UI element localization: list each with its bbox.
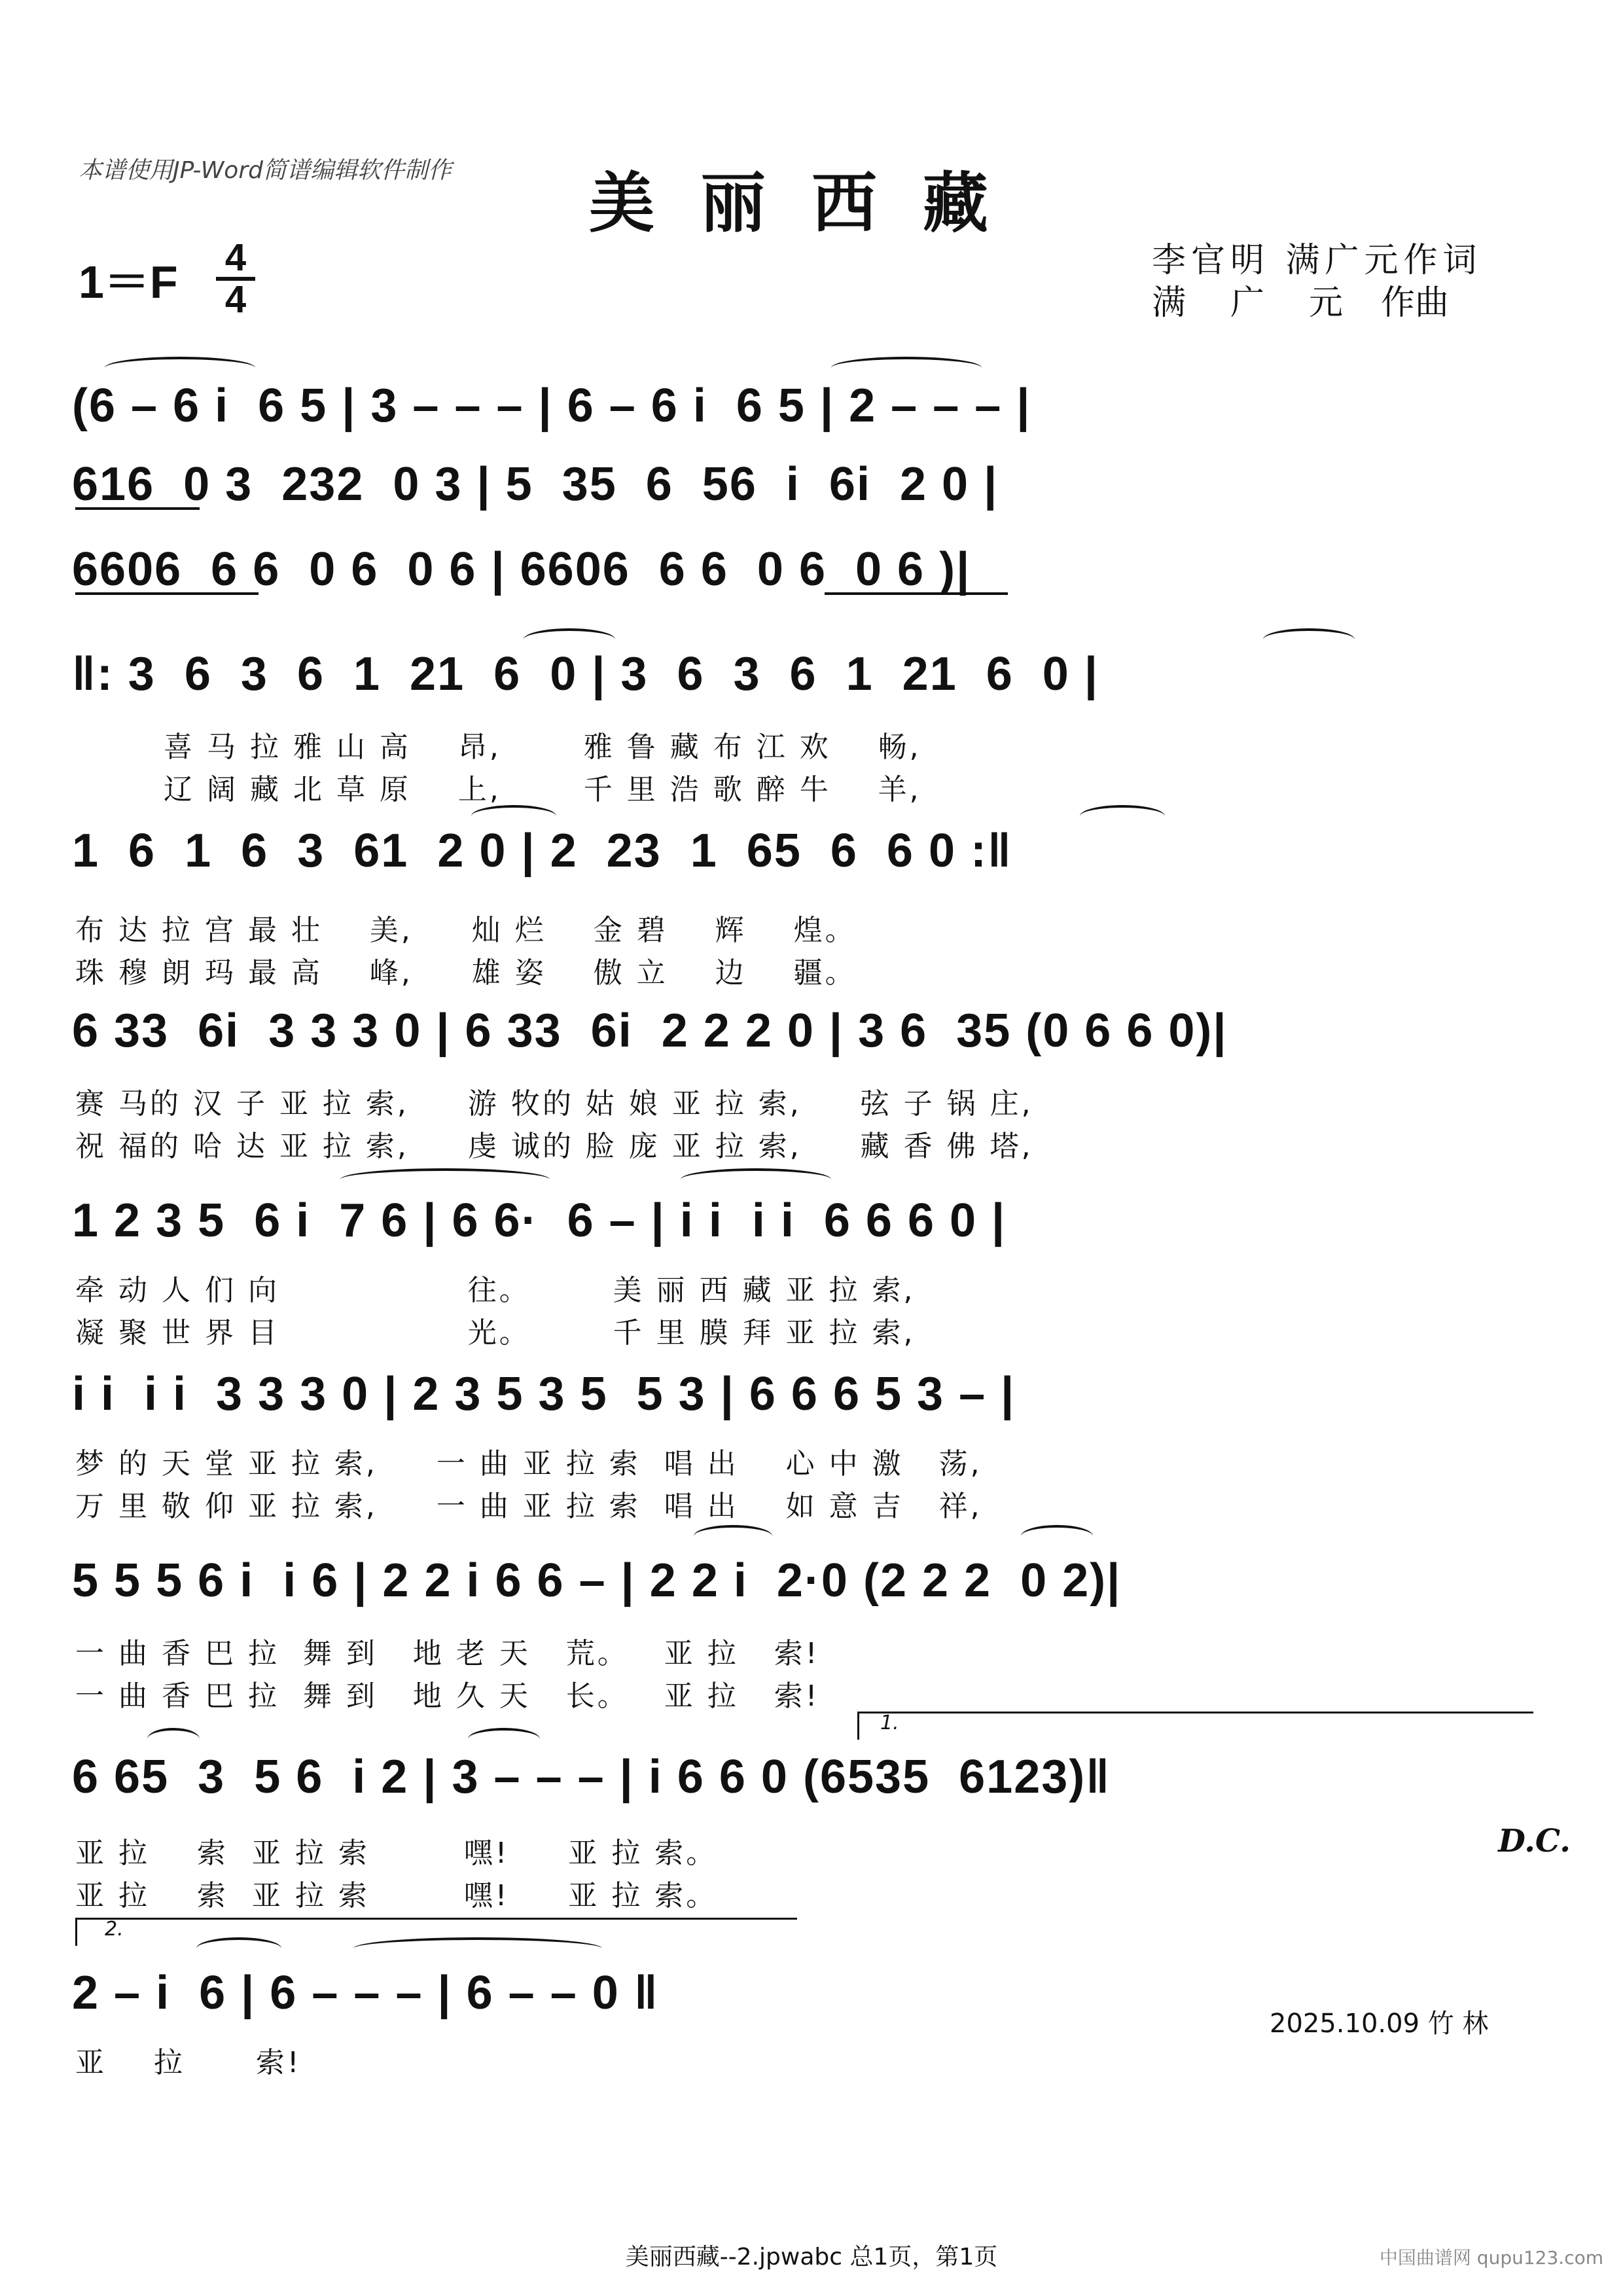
slur	[105, 357, 255, 379]
notation-row-5: 1 6 1 6 3 61 2 0 | 2 23 1 65 6 6 0 :‖	[72, 825, 1012, 877]
composer-char: 作曲	[1381, 283, 1450, 323]
composer-char: 元	[1309, 283, 1344, 323]
lyric-line-1: 布 达 拉 宫 最 壮 美, 灿 烂 金 碧 辉 煌。	[75, 914, 857, 947]
slur	[1021, 1525, 1093, 1547]
lyricist-credit: 李官明 满广元作词	[1152, 241, 1482, 280]
notation-row-10: 6 65 3 5 6 i 2 | 3 – – – | i 6 6 0 (6535 6123)‖	[72, 1751, 1111, 1803]
software-credit: 本谱使用JP-Word简谱编辑软件制作	[79, 157, 452, 184]
slur	[831, 357, 982, 379]
time-signature	[216, 236, 255, 321]
lyric-line-2: 辽 阔 藏 北 草 原 上, 千 里 浩 歌 醉 牛 羊,	[164, 773, 921, 806]
slur	[196, 1937, 281, 1960]
key-signature: 1＝F	[79, 257, 178, 308]
lyric-line-2: 万 里 敬 仰 亚 拉 索, 一 曲 亚 拉 索 唱 出 如 意 吉 祥,	[75, 1490, 982, 1523]
lyric-line-2: 祝 福的 哈 达 亚 拉 索, 虔 诚的 脸 庞 亚 拉 索, 藏 香 佛 塔,	[75, 1130, 1033, 1163]
slur	[1080, 805, 1165, 827]
volta-1-bracket	[857, 1712, 1533, 1740]
slur	[524, 628, 615, 651]
volta-1-label: 1.	[880, 1712, 899, 1734]
lyric-line-2: 珠 穆 朗 玛 最 高 峰, 雄 姿 傲 立 边 疆。	[75, 956, 857, 990]
time-numerator: 4	[224, 236, 247, 279]
slur	[340, 1168, 550, 1191]
notation-row-2: 616 0 3 232 0 3 | 5 35 6 56 i 6i 2 0 |	[72, 458, 999, 511]
lyric-line-1: 梦 的 天 堂 亚 拉 索, 一 曲 亚 拉 索 唱 出 心 中 激 荡,	[75, 1447, 982, 1480]
notation-row-8: i i i i 3 3 3 0 | 2 3 5 3 5 5 3 | 6 6 6 5 3 – |	[72, 1368, 1016, 1420]
time-denominator: 4	[216, 277, 255, 319]
notation-row-1: (6 – 6 i 6 5 | 3 – – – | 6 – 6 i 6 5 | 2 – – – |	[72, 380, 1031, 432]
underline	[75, 507, 200, 510]
volta-2-label: 2.	[105, 1918, 124, 1941]
composer-char: 广	[1230, 283, 1265, 323]
slur	[147, 1728, 200, 1750]
date-signature: 2025.10.09 竹 林	[1270, 2009, 1489, 2039]
lyric-line-1: 亚 拉 索 亚 拉 索 嘿! 亚 拉 索。	[75, 1837, 718, 1870]
notation-row-6: 6 33 6i 3 3 3 0 | 6 33 6i 2 2 2 0 | 3 6 35 (0 6 6 0)|	[72, 1005, 1228, 1057]
notation-row-3: 6606 6 6 0 6 0 6 | 6606 6 6 0 6 0 6 )|	[72, 543, 971, 596]
notation-row-9: 5 5 5 6 i i 6 | 2 2 i 6 6 – | 2 2 i 2·0 (2 2 2 0 2)|	[72, 1554, 1122, 1607]
da-capo-mark: D.C.	[1498, 1823, 1571, 1859]
notation-row-11: 2 – i 6 | 6 – – – | 6 – – 0 ‖	[72, 1967, 659, 2019]
lyric-line-1: 喜 马 拉 雅 山 高 昂, 雅 鲁 藏 布 江 欢 畅,	[164, 730, 921, 764]
lyric-line-2: 一 曲 香 巴 拉 舞 到 地 久 天 长。 亚 拉 索!	[75, 1679, 820, 1713]
underline	[75, 592, 259, 595]
slur	[1263, 628, 1355, 651]
notation-row-4: ‖: 3 6 3 6 1 21 6 0 | 3 6 3 6 1 21 6 0 |	[72, 648, 1099, 700]
slur	[471, 805, 556, 827]
composer-char: 满	[1152, 283, 1186, 323]
underline	[825, 592, 1008, 595]
lyric-line-2: 亚 拉 索 亚 拉 索 嘿! 亚 拉 索。	[75, 1879, 718, 1912]
notation-row-7: 1 2 3 5 6 i 7 6 | 6 6· 6 – | i i i i 6 6 6 0 |	[72, 1194, 1007, 1247]
lyric-line-1: 一 曲 香 巴 拉 舞 到 地 老 天 荒。 亚 拉 索!	[75, 1637, 820, 1670]
lyric-line-1: 赛 马的 汉 子 亚 拉 索, 游 牧的 姑 娘 亚 拉 索, 弦 子 锅 庄,	[75, 1087, 1033, 1121]
site-watermark: 中国曲谱网 qupu123.com	[1379, 2247, 1603, 2269]
slur	[353, 1937, 602, 1960]
slur	[468, 1728, 540, 1750]
page-footer: 美丽西藏--2.jpwabc 总1页，第1页	[625, 2244, 998, 2270]
lyric-line-1: 亚 拉 索!	[75, 2046, 302, 2079]
slur	[681, 1168, 831, 1191]
lyric-line-2: 凝 聚 世 界 目 光。 千 里 膜 拜 亚 拉 索,	[75, 1316, 916, 1350]
song-title: 美丽西藏	[589, 164, 1034, 242]
slur	[694, 1525, 772, 1547]
composer-credit	[1152, 275, 1449, 324]
lyric-line-1: 牵 动 人 们 向 往。 美 丽 西 藏 亚 拉 索,	[75, 1274, 916, 1307]
